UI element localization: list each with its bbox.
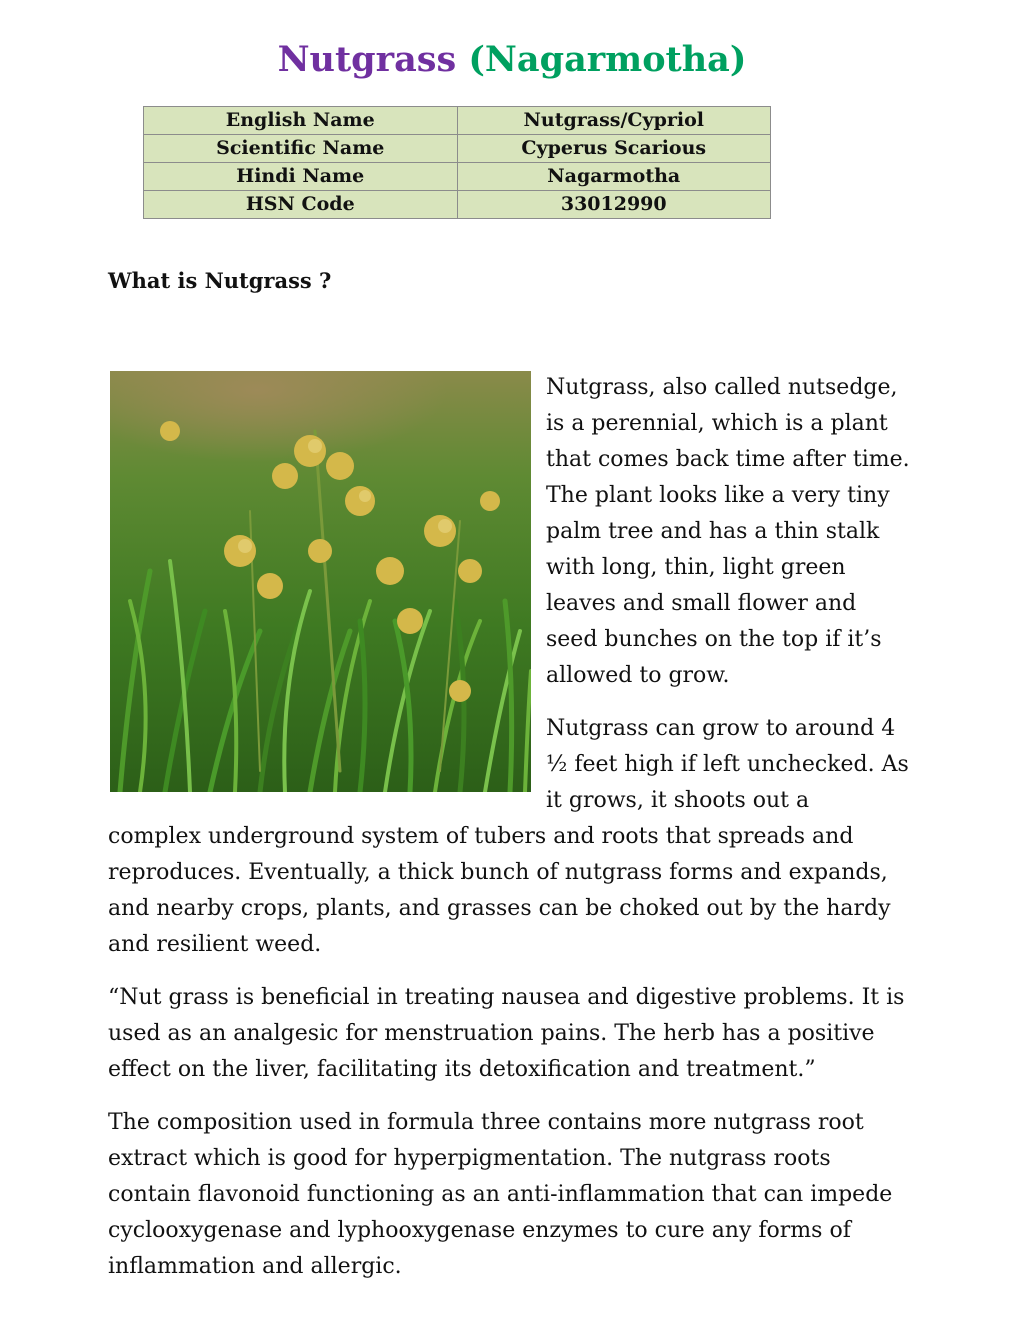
table-row (144, 163, 771, 191)
text-line: cyclooxygenase and lyphooxygenase enzymes to cure any forms of (108, 1218, 851, 1243)
text-line: palm tree and has a thin stalk (546, 519, 880, 544)
title-hindi: (Nagarmotha) (468, 39, 747, 80)
nutgrass-photo (110, 371, 531, 792)
text-line: allowed to grow. (546, 663, 730, 688)
table-label-cell: Hindi Name (144, 163, 458, 191)
text-line: with long, thin, light green (546, 555, 846, 580)
section-heading: What is Nutgrass ? (108, 268, 332, 293)
text-line: inflammation and allergic. (108, 1254, 402, 1279)
page-title (0, 38, 1024, 82)
text-line: used as an analgesic for menstruation pains. The herb has a positive (108, 1021, 875, 1046)
text-line: Nutgrass, also called nutsedge, (546, 375, 898, 400)
text-line: is a perennial, which is a plant (546, 411, 888, 436)
table-value-cell: Nagarmotha (457, 163, 771, 191)
text-line: it grows, it shoots out a (546, 788, 810, 813)
table-label-cell: Scientific Name (144, 135, 458, 163)
text-line: effect on the liver, facilitating its detoxification and treatment.” (108, 1057, 816, 1082)
table-label-cell: HSN Code (144, 191, 458, 219)
text-line: leaves and small flower and (546, 591, 857, 616)
text-line: and nearby crops, plants, and grasses can be choked out by the hardy (108, 896, 891, 921)
title-english: Nutgrass (277, 39, 457, 80)
text-line: “Nut grass is beneficial in treating nausea and digestive problems. It is (108, 985, 905, 1010)
table-value-cell: Cyperus Scarious (457, 135, 771, 163)
table-row (144, 191, 771, 219)
text-line: ½ feet high if left unchecked. As (546, 752, 909, 777)
text-line: that comes back time after time. (546, 447, 910, 472)
info-table (143, 106, 771, 219)
text-line: and resilient weed. (108, 932, 322, 957)
text-line: extract which is good for hyperpigmentation. The nutgrass roots (108, 1146, 831, 1171)
text-line: complex underground system of tubers and roots that spreads and (108, 824, 854, 849)
text-line: Nutgrass can grow to around 4 (546, 716, 896, 741)
table-value-cell: Nutgrass/Cypriol (457, 107, 771, 135)
text-line: contain flavonoid functioning as an anti-inflammation that can impede (108, 1182, 893, 1207)
table-row (144, 135, 771, 163)
text-line: The composition used in formula three contains more nutgrass root (108, 1110, 864, 1135)
text-line: reproduces. Eventually, a thick bunch of nutgrass forms and expands, (108, 860, 888, 885)
table-value-cell: 33012990 (457, 191, 771, 219)
text-line: The plant looks like a very tiny (546, 483, 890, 508)
text-line: seed bunches on the top if it’s (546, 627, 882, 652)
table-label-cell: English Name (144, 107, 458, 135)
table-row (144, 107, 771, 135)
